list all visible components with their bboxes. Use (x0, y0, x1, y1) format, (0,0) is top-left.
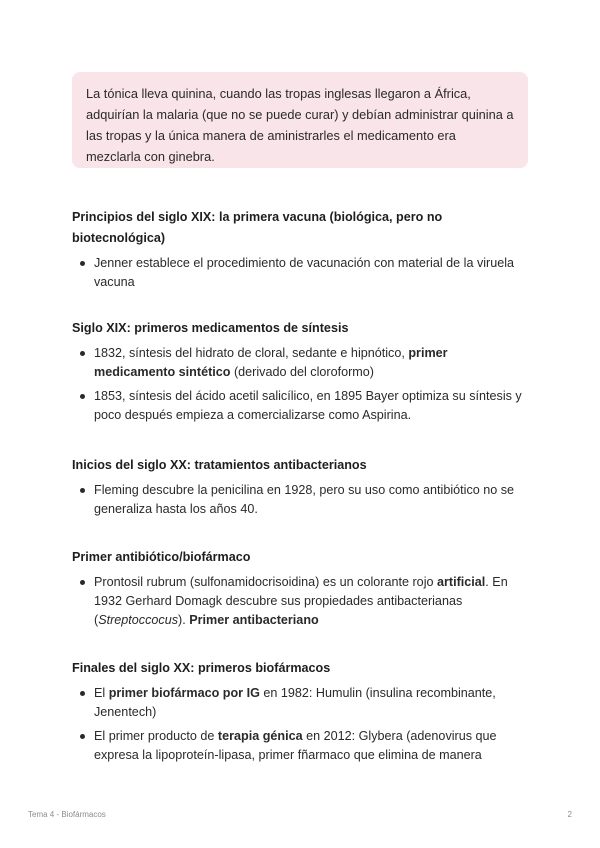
text-run: (derivado del cloroformo) (230, 365, 374, 379)
list-item (72, 254, 528, 292)
list-item (72, 481, 528, 519)
emphasis-text: primer medicamento sintético (94, 346, 448, 379)
bullet-list (72, 481, 528, 519)
bullet-list (72, 254, 528, 292)
bullet-list (72, 684, 528, 765)
list-item (72, 344, 528, 382)
footer-title: Tema 4 - Biofármacos (28, 810, 106, 819)
emphasis-text: artificial (437, 575, 486, 589)
list-item (72, 727, 528, 765)
text-run: Prontosil rubrum (sulfonamidocrisoidina) es un colorante rojo (94, 575, 437, 589)
text-run: El primer producto de (94, 729, 218, 743)
bullet-list (72, 573, 528, 630)
text-run: El (94, 686, 109, 700)
section-first-antibiotic (72, 547, 528, 630)
text-run: ). (178, 613, 190, 627)
text-run: Jenner establece el procedimiento de vacunación con material de la viruela vacuna (94, 256, 515, 289)
page-number: 2 (567, 810, 572, 819)
text-run: . En 1932 Gerhard Domagk descubre sus propiedades antibacterianas ( (94, 575, 508, 627)
section-synthesis (72, 318, 528, 425)
text-run: Fleming descubre la penicilina en 1928, pero su uso como antibiótico no se generaliza hasta los años 40. (94, 483, 515, 516)
list-item (72, 387, 528, 425)
section-antibacterial (72, 455, 528, 519)
section-biopharma (72, 658, 528, 765)
emphasis-text: primer biofármaco por IG (108, 686, 260, 700)
emphasis-text: terapia génica (217, 729, 303, 743)
section-heading: Siglo XIX: primeros medicamentos de síntesis (72, 321, 349, 335)
italic-text: Streptoccocus (98, 613, 179, 627)
callout-text: La tónica lleva quinina, cuando las tropas inglesas llegaron a África, adquirían la malaria (que no se puede curar) y debían administrar quinina a las tropas y la única manera de aministrarles el medicamento era mezclarla con ginebra. (86, 86, 514, 164)
text-run: 1832, síntesis del hidrato de cloral, sedante e hipnótico, (94, 346, 409, 360)
section-vaccine (72, 207, 528, 292)
section-heading: Primer antibiótico/biofármaco (72, 550, 251, 564)
section-heading: Inicios del siglo XX: tratamientos antibacterianos (72, 458, 367, 472)
quinine-callout (72, 72, 528, 168)
text-run: en 2012: Glybera (adenovirus que expresa la lipoproteín-lipasa, primer fñarmaco que elimina de manera (94, 729, 497, 762)
text-run: en 1982: Humulin (insulina recombinante, Jenentech) (94, 686, 496, 719)
list-item (72, 684, 528, 722)
emphasis-text: Primer antibacteriano (189, 613, 319, 627)
section-heading: Principios del siglo XIX: la primera vacuna (biológica, pero no biotecnológica) (72, 210, 443, 245)
section-heading: Finales del siglo XX: primeros biofármacos (72, 661, 331, 675)
text-run: 1853, síntesis del ácido acetil salicílico, en 1895 Bayer optimiza su síntesis y poco después empieza a comercializarse como Aspirina. (94, 389, 522, 422)
list-item (72, 573, 528, 630)
bullet-list (72, 344, 528, 425)
